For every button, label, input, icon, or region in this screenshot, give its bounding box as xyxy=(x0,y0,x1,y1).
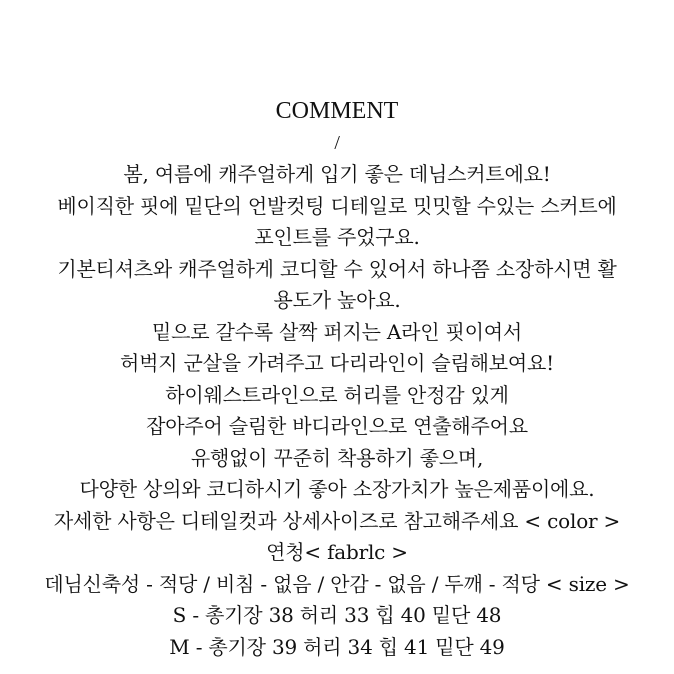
comment-title: COMMENT xyxy=(275,98,399,124)
size-row-s: S - 총기장 38 허리 33 힙 40 밑단 48 xyxy=(172,603,502,627)
comment-divider: / xyxy=(334,131,340,154)
product-comment xyxy=(0,96,674,663)
size-row-m: M - 총기장 39 허리 34 힙 41 밑단 49 xyxy=(169,634,505,659)
comment-line: 기본티셔츠와 캐주얼하게 코디할 수 있어서 하나쯤 소장하시면 활 xyxy=(57,256,617,281)
comment-line: 베이직한 핏에 밑단의 언발컷팅 디테일로 밋밋할 수있는 스커트에 xyxy=(57,193,617,218)
comment-line: 다양한 상의와 코디하시기 좋아 소장가치가 높은제품이에요. xyxy=(79,477,595,501)
color-value: 연청< fabrlc > xyxy=(266,540,408,564)
comment-line: 봄, 여름에 캐주얼하게 입기 좋은 데님스커트에요! xyxy=(123,162,551,186)
comment-line: 유행없이 꾸준히 착용하기 좋으며, xyxy=(190,445,484,470)
comment-line: 잡아주어 슬림한 바디라인으로 연출해주어요 xyxy=(146,414,528,438)
comment-line: 밑으로 갈수록 살짝 퍼지는 A라인 핏이여서 xyxy=(151,319,523,344)
comment-line: 하이웨스트라인으로 허리를 안정감 있게 xyxy=(165,382,509,407)
comment-line: 용도가 높아요. xyxy=(273,288,401,312)
comment-line: 포인트를 주었구요. xyxy=(254,225,420,249)
comment-line: 자세한 사항은 디테일컷과 상세사이즈로 참고해주세요 < color > xyxy=(53,508,621,533)
comment-line: 허벅지 군살을 가려주고 다리라인이 슬림해보여요! xyxy=(120,351,554,375)
fabric-details: 데님신축성 - 적당 / 비침 - 없음 / 안감 - 없음 / 두깨 - 적당 < size > xyxy=(44,571,630,596)
